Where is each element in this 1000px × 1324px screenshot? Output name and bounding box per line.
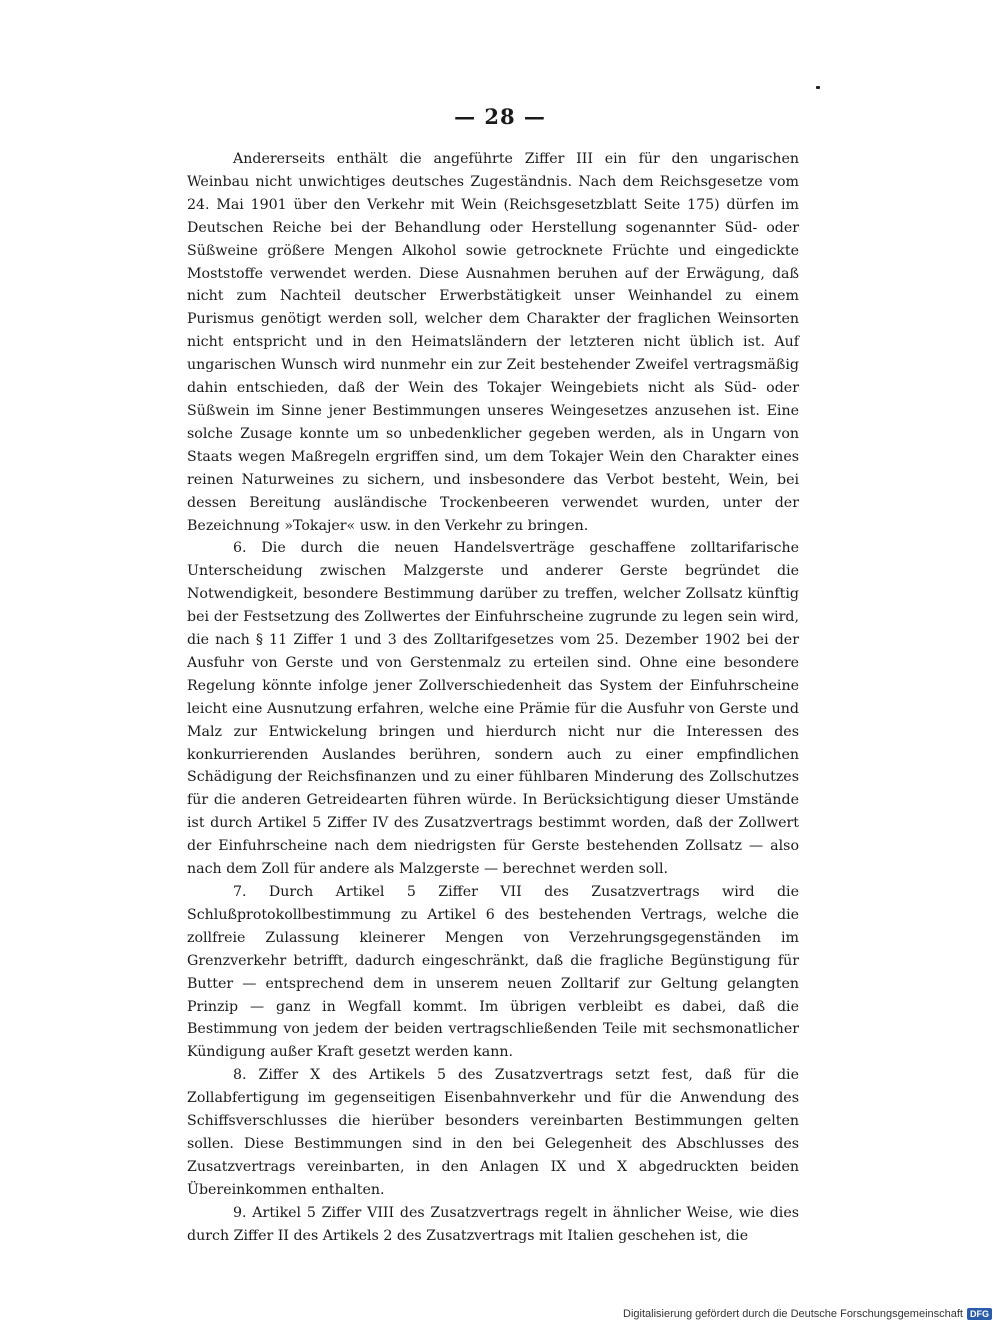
dfg-logo-icon: DFG: [967, 1308, 992, 1320]
ink-mark: [816, 86, 820, 89]
paragraph-6: 6. Die durch die neuen Handelsverträge geschaffene zolltarifarische Unterscheidung zwischen Malzgerste und anderer Gerste begründet die Notwendigkeit, besondere Bestimmung darüber zu treffen, welcher Zollsatz künftig bei der Festsetzung des Zollwertes der Einfuhrscheine zugrunde zu legen sein wird, die nach § 11 Ziffer 1 und 3 des Zolltarifgesetzes vom 25. Dezember 1902 bei der Ausfuhr von Gerste und von Gerstenmalz zu erteilen sind. Ohne eine besondere Regelung könnte infolge jener Zollverschiedenheit das System der Einfuhrscheine leicht eine Ausnutzung erfahren, welche eine Prämie für die Ausfuhr von Gerste und Malz zur Entwickelung bringen und hierdurch nicht nur die Interessen des konkurrierenden Auslandes berühren, sondern auch zu einer empfindlichen Schädigung der Reichsfinanzen und zu einer fühlbaren Minderung des Zollschutzes für die anderen Getreidearten führen würde. In Berücksichtigung dieser Umstände ist durch Artikel 5 Ziffer IV des Zusatzvertrags bestimmt worden, daß der Zollwert der Einfuhrscheine nach dem niedrigsten für Gerste bestehenden Zollsatz — also nach dem Zoll für andere als Malzgerste — berechnet werden soll.: [187, 540, 799, 878]
footer: [623, 1308, 992, 1320]
paragraph-weinbau: Andererseits enthält die angeführte Ziffer III ein für den ungarischen Weinbau nicht unwichtiges deutsches Zugeständnis. Nach dem Reichsgesetze vom 24. Mai 1901 über den Verkehr mit Wein (Reichsgesetzblatt Seite 175) dürfen im Deutschen Reiche bei der Behandlung oder Herstellung sogenannter Süd- oder Süßweine größere Mengen Alkohol sowie getrocknete Früchte und eingedickte Moststoffe verwendet werden. Diese Ausnahmen beruhen auf der Erwägung, daß nicht zum Nachteil deutscher Erwerbstätigkeit unser Weinhandel zu einem Purismus genötigt werden soll, welcher dem Charakter der fraglichen Weinsorten nicht entspricht und in den Heimatsländern der letzteren nicht üblich ist. Auf ungarischen Wunsch wird nunmehr ein zur Zeit bestehender Zweifel vertragsmäßig dahin entschieden, daß der Wein des Tokajer Weingebiets nicht als Süd- oder Süßwein im Sinne jener Bestimmungen unseres Weingesetzes anzusehen ist. Eine solche Zusage konnte um so unbedenklicher gegeben werden, als in Ungarn von Staats wegen Maßregeln ergriffen sind, um dem Tokajer Wein den Charakter eines reinen Naturweines zu sichern, und insbesondere das Verbot besteht, Wein, bei dessen Bereitung ausländische Trockenbeeren verwendet wurden, unter der Bezeichnung »Tokajer« usw. in den Verkehr zu bringen.: [187, 151, 799, 534]
paragraph-9: 9. Artikel 5 Ziffer VIII des Zusatzvertrags regelt in ähnlicher Weise, wie dies durch Ziffer II des Artikels 2 des Zusatzvertrags mit Italien geschehen ist, die: [187, 1204, 799, 1244]
body-text: [187, 148, 799, 1248]
paragraph-8: 8. Ziffer X des Artikels 5 des Zusatzvertrags setzt fest, daß für die Zollabfertigung im gegenseitigen Eisenbahnverkehr und für die Anwendung des Schiffsverschlusses die hierüber besonders vereinbarten Bestimmungen gelten sollen. Diese Bestimmungen sind in den bei Gelegenheit des Abschlusses des Zusatzvertrags vereinbarten, in den Anlagen IX und X abgedruckten beiden Übereinkommen enthalten.: [187, 1067, 799, 1198]
paragraph-7: 7. Durch Artikel 5 Ziffer VII des Zusatzvertrags wird die Schlußprotokollbestimmung zu Artikel 6 des bestehenden Vertrags, welche die zollfreie Zulassung kleinerer Mengen von Verzehrungsgegenständen im Grenzverkehr betrifft, dadurch eingeschränkt, daß die fragliche Begünstigung für Butter — entsprechend dem in unserem neuen Zolltarif zur Geltung gelangten Prinzip — ganz in Wegfall kommt. Im übrigen verbleibt es dabei, daß die Bestimmung von jedem der beiden vertragschließenden Teile mit sechsmonatlicher Kündigung außer Kraft gesetzt werden kann.: [187, 884, 799, 1061]
footer-credit: Digitalisierung gefördert durch die Deutsche Forschungsgemeinschaft: [623, 1308, 963, 1320]
page-number: — 28 —: [454, 104, 546, 129]
